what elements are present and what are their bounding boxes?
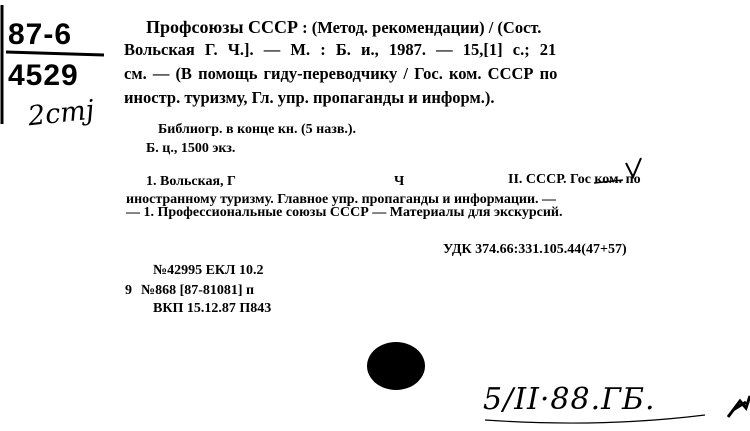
call-number-divider <box>6 52 104 55</box>
tracing-line-1a: 1. Вольская, Г <box>146 174 236 189</box>
tracing-struck-word: Гос <box>570 172 591 187</box>
entry-line-2: Вольская Г. Ч.]. — М. : Б. и., 1987. — 15,[1] с.; 21 <box>124 40 557 59</box>
title-responsibility: : (Метод. рекомендации) / (Сост. <box>302 18 542 37</box>
registration-line-2: №868 [87-81081] п <box>141 283 255 298</box>
entry-line-3: см. — (В помощь гиду-переводчику / Гос. ком. СССР по <box>124 64 558 83</box>
punch-hole <box>367 342 425 390</box>
call-number-top: 87-6 <box>8 18 73 51</box>
tracing-line-3: — 1. Профессиональные союзы СССР — Материалы для экскурсий. <box>126 205 563 220</box>
note-price-copies: Б. ц., 1500 экз. <box>146 141 236 156</box>
handwritten-date: 5/II·88.ГБ. <box>483 382 656 417</box>
registration-line-3: ВКП 15.12.87 П843 <box>153 301 272 316</box>
call-number-handwritten-note: 2cmj <box>26 94 96 133</box>
scribble-mark <box>728 396 750 417</box>
registration-line-1: №42995 ЕКЛ 10.2 <box>153 263 264 278</box>
call-number-bottom: 4529 <box>8 59 79 92</box>
tracing-added-entry: II. СССР. <box>508 172 567 187</box>
udk-classification: УДК 374.66:331.105.44(47+57) <box>443 242 627 257</box>
tracing-line-2: иностранному туризму. Главное упр. пропаганды и информации. — <box>126 192 557 207</box>
tracing-continuation: ком. по <box>594 172 641 187</box>
tracing-line-1b: Ч <box>394 174 405 189</box>
entry-line-4: иностр. туризму, Гл. упр. пропаганды и информ.). <box>124 88 495 107</box>
registration-line-2-number: 9 <box>125 283 132 298</box>
note-bibliography: Библиогр. в конце кн. (5 назв.). <box>158 122 357 137</box>
book-title: Профсоюзы СССР <box>146 17 298 37</box>
tracing-line-1c <box>508 172 641 188</box>
title-line <box>146 17 742 38</box>
